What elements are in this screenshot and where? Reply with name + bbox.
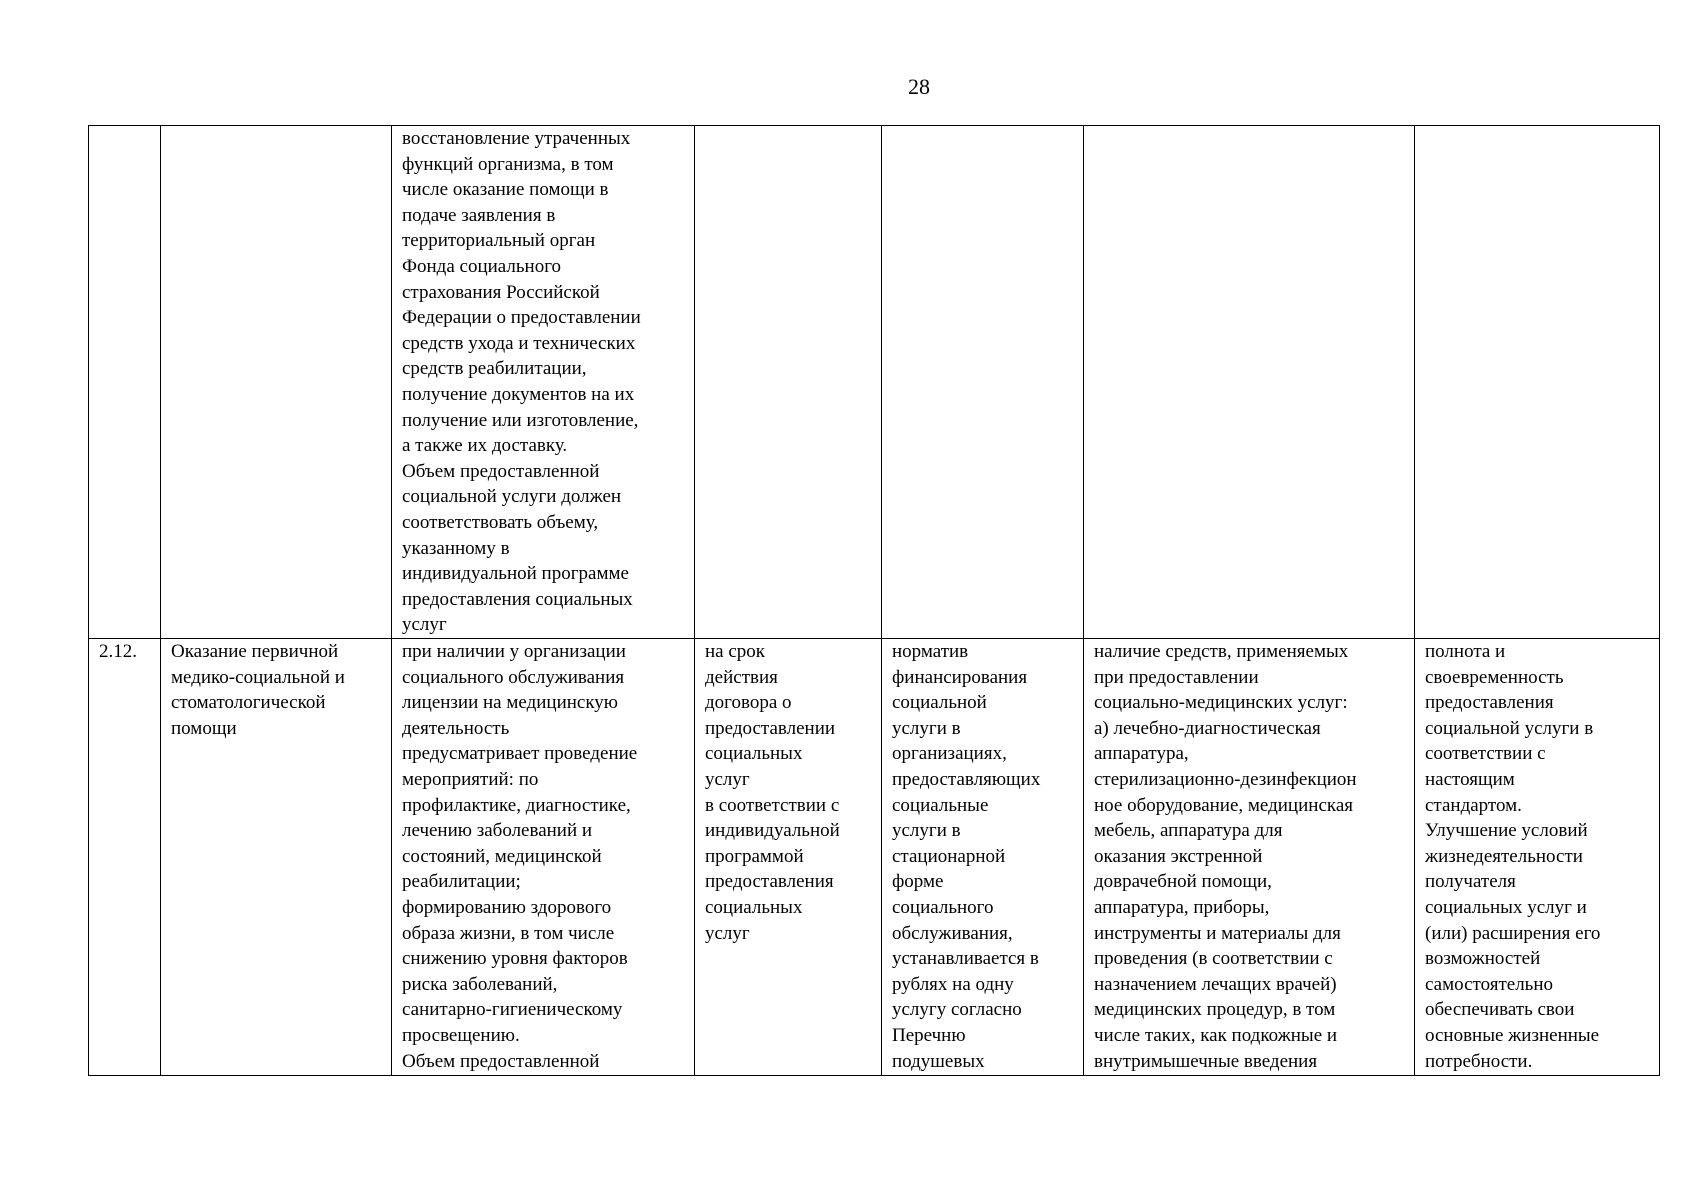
cell-conditions: наличие средств, применяемых при предоставлении социально-медицинских услуг: а) лечебно-диагностическая аппаратура, стерилизационно-дезинфекцион ное оборудование, медицинская мебель, аппаратура для оказания экстренной доврачебной помощи, аппаратура, приборы, инструменты и материалы для проведения (в соответствии с назначением лечащих врачей) медицинских процедур, в том числе таких, как подкожные и внутримышечные введения xyxy=(1084,639,1415,1076)
cell-funding-norm xyxy=(882,126,1084,639)
cell-quality-indicators xyxy=(1415,126,1660,639)
cell-funding-norm: норматив финансирования социальной услуги в организациях, предоставляющих социальные услуги в стационарной форме социального обслуживания, устанавливается в рублях на одну услугу согласно Перечню подушевых xyxy=(882,639,1084,1076)
cell-service-term: на срок действия договора о предоставлении социальных услуг в соответствии с индивидуальной программой предоставления социальных услуг xyxy=(695,639,882,1076)
page-number: 28 xyxy=(908,74,930,99)
cell-number: 2.12. xyxy=(89,639,161,1076)
table-row-continuation xyxy=(89,126,1660,639)
cell-service-description: при наличии у организации социального обслуживания лицензии на медицинскую деятельность предусматривает проведение мероприятий: по профилактике, диагностике, лечению заболеваний и состояний, медицинской реабилитации; формированию здорового образа жизни, в том числе снижению уровня факторов риска заболеваний, санитарно-гигиеническому просвещению. Объем предоставленной xyxy=(392,639,695,1076)
table-row-2-12 xyxy=(89,639,1660,1076)
cell-service-name xyxy=(161,126,392,639)
cell-service-term xyxy=(695,126,882,639)
cell-service-description: восстановление утраченных функций организма, в том числе оказание помощи в подаче заявления в территориальный орган Фонда социального страхования Российской Федерации о предоставлении средств ухода и технических средств реабилитации, получение документов на их получение или изготовление, а также их доставку. Объем предоставленной социальной услуги должен соответствовать объему, указанному в индивидуальной программе предоставления социальных услуг xyxy=(392,126,695,639)
cell-number xyxy=(89,126,161,639)
services-standard-table xyxy=(88,125,1660,1076)
cell-quality-indicators: полнота и своевременность предоставления социальной услуги в соответствии с настоящим стандартом. Улучшение условий жизнедеятельности получателя социальных услуг и (или) расширения его возможностей самостоятельно обеспечивать свои основные жизненные потребности. xyxy=(1415,639,1660,1076)
cell-service-name: Оказание первичной медико-социальной и стоматологической помощи xyxy=(161,639,392,1076)
cell-conditions xyxy=(1084,126,1415,639)
